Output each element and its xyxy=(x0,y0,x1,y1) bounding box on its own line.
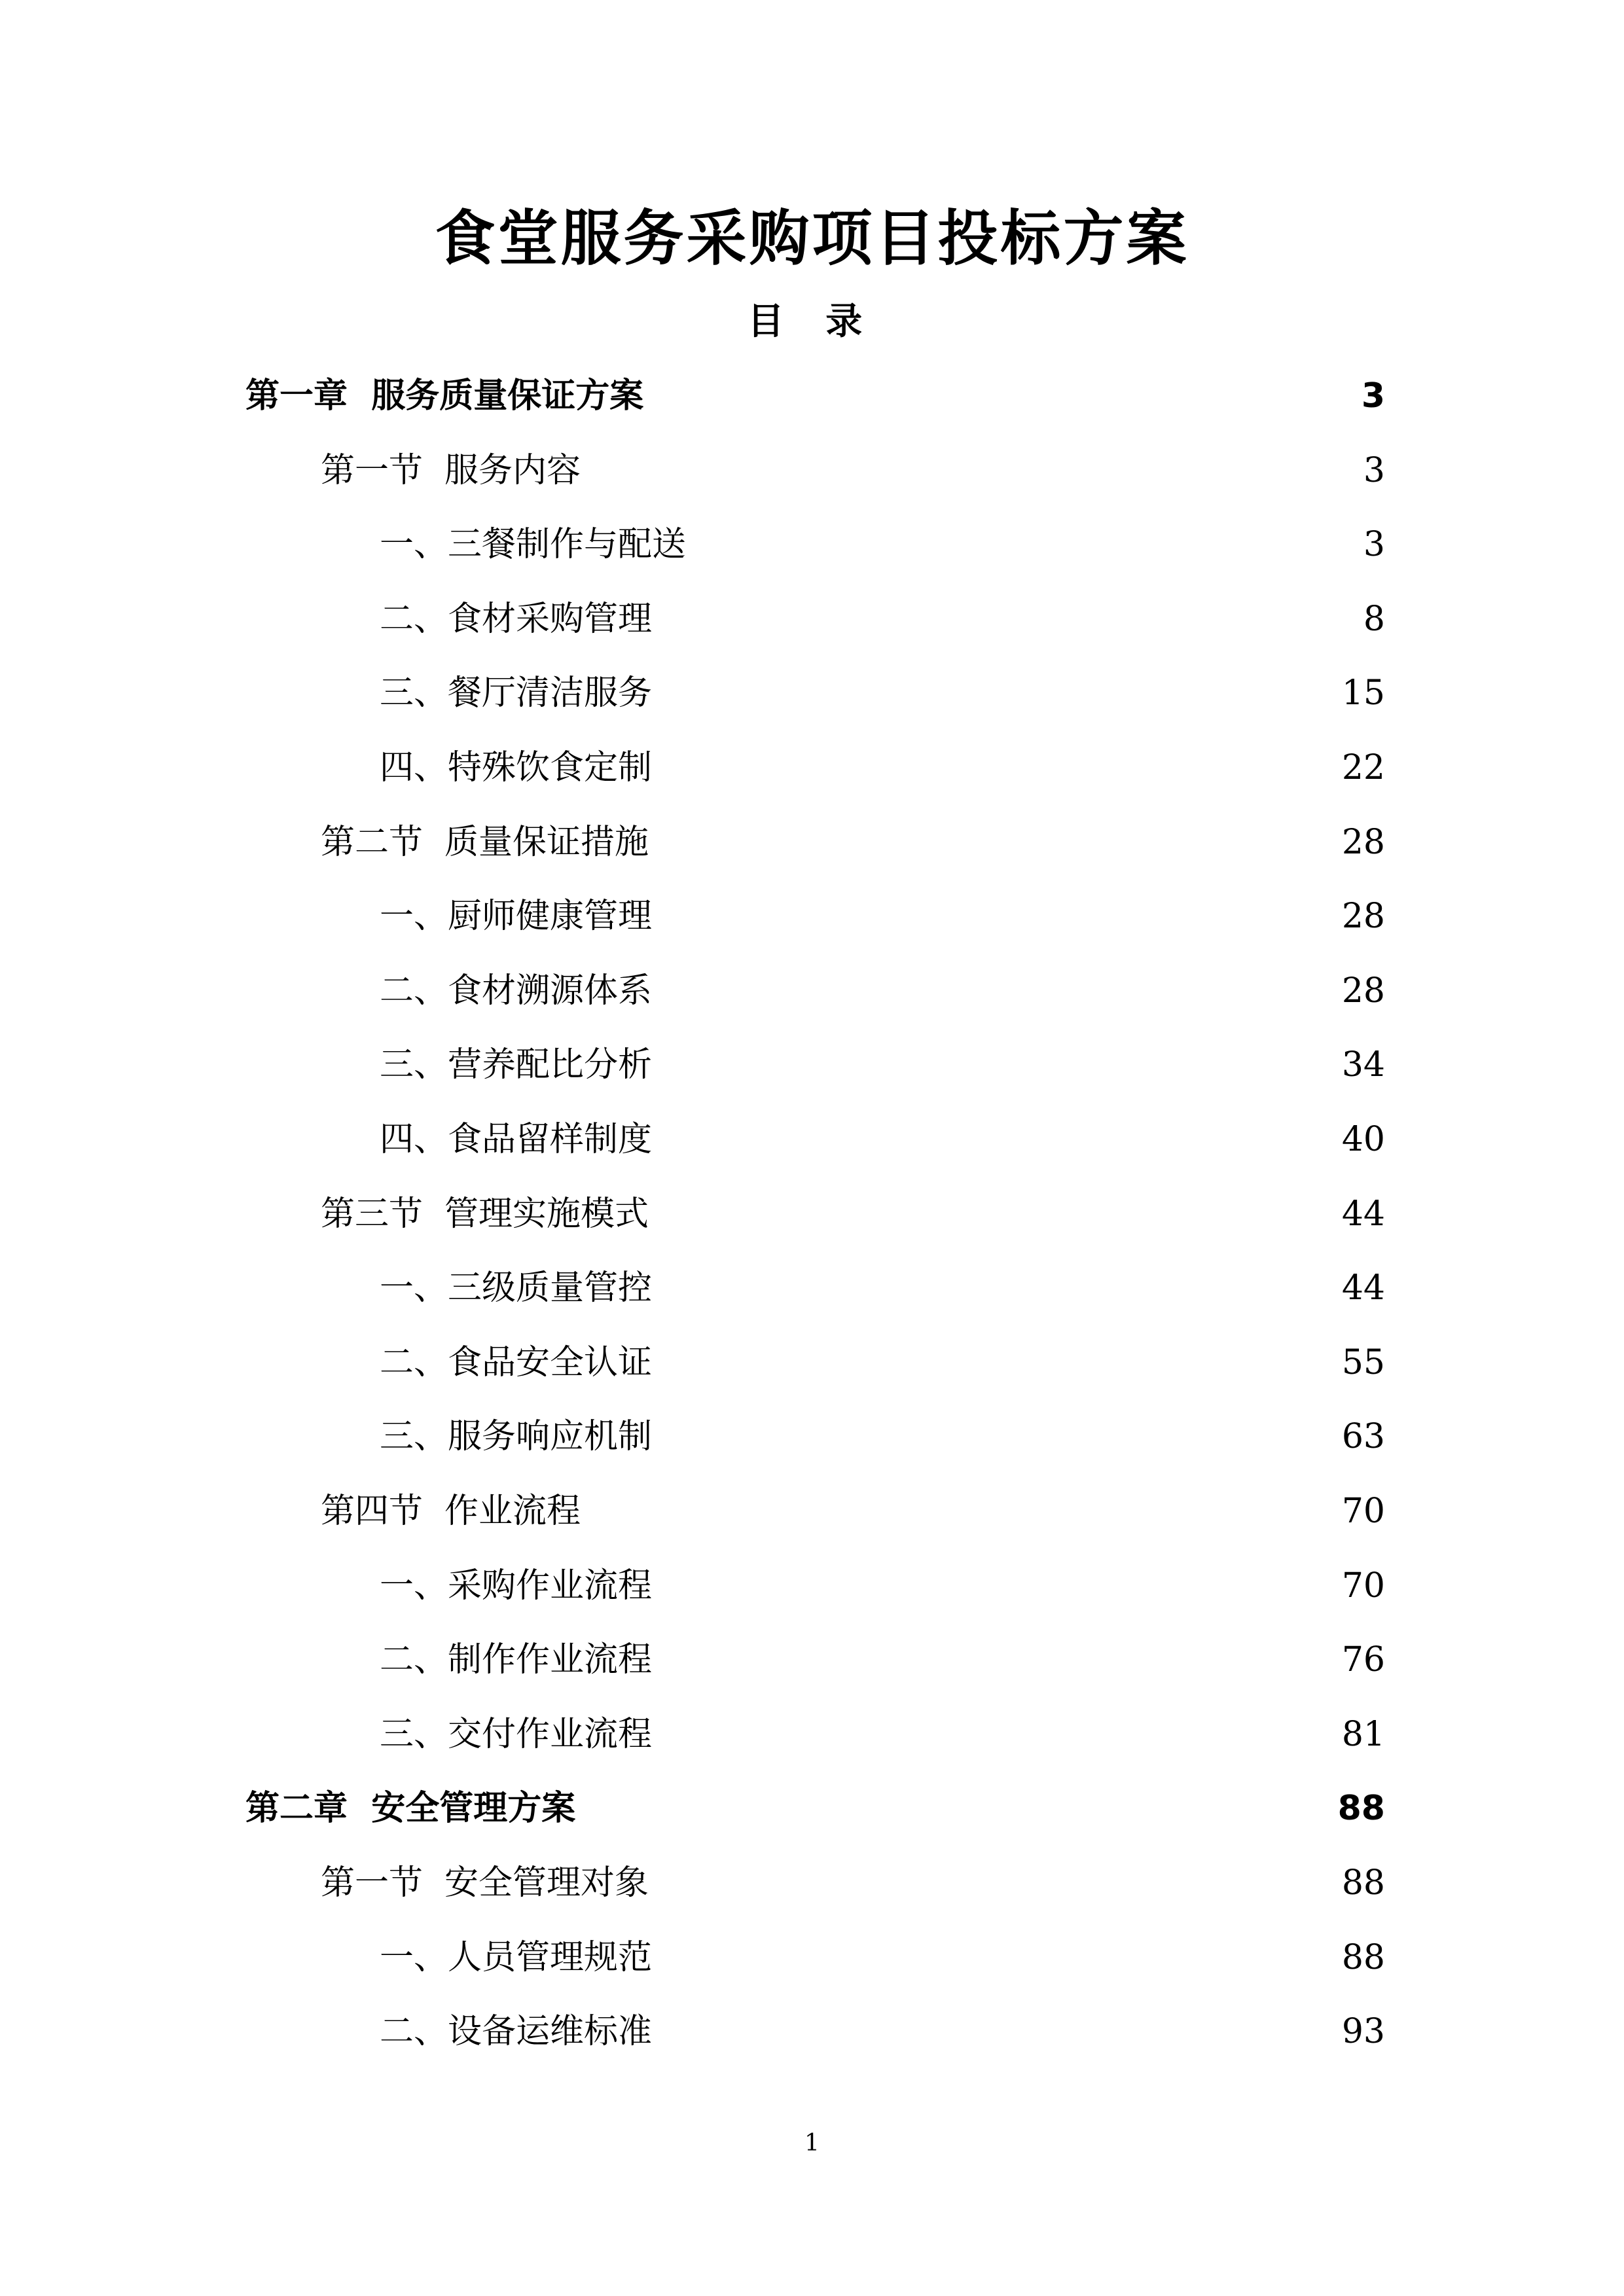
toc-dot-leader xyxy=(655,1188,1333,1240)
toc-entry-page-number: 3 xyxy=(1363,451,1385,490)
toc-entry-page-number: 28 xyxy=(1341,971,1385,1011)
toc-heading: 目 录 xyxy=(747,300,877,343)
toc-entry-item[interactable] xyxy=(380,1410,1385,1463)
toc-entry-label: 三、餐厅清洁服务 xyxy=(380,673,653,713)
toc-entry-label: 第四节 作业流程 xyxy=(321,1492,581,1531)
toc-entry-label: 第一章 服务质量保证方案 xyxy=(245,376,644,416)
toc-entry-page-number: 63 xyxy=(1341,1417,1385,1456)
toc-dot-leader xyxy=(655,1857,1333,1909)
toc-entry-page-number: 93 xyxy=(1341,2012,1385,2051)
toc-entry-item[interactable] xyxy=(380,1560,1385,1612)
toc-entry-label: 第一节 服务内容 xyxy=(321,451,581,490)
toc-entry-page-number: 70 xyxy=(1341,1492,1385,1531)
page-number: 1 xyxy=(804,2130,820,2157)
toc-entry-page-number: 34 xyxy=(1341,1045,1385,1085)
toc-entry-section[interactable] xyxy=(321,816,1385,869)
toc-entry-label: 一、厨师健康管理 xyxy=(380,897,653,936)
toc-entry-chapter[interactable] xyxy=(245,1782,1385,1835)
toc-dot-leader xyxy=(659,1039,1333,1091)
toc-entry-label: 四、特殊饮食定制 xyxy=(380,748,653,787)
toc-entry-label: 三、营养配比分析 xyxy=(380,1045,653,1085)
toc-entry-section[interactable] xyxy=(321,1857,1385,1909)
toc-dot-leader xyxy=(659,1262,1333,1314)
toc-entry-page-number: 88 xyxy=(1341,1863,1385,1903)
toc-dot-leader xyxy=(659,890,1333,942)
toc-entry-section[interactable] xyxy=(321,1485,1385,1537)
toc-entry-label: 二、设备运维标准 xyxy=(380,2012,653,2051)
toc-entry-item[interactable] xyxy=(380,1708,1385,1761)
toc-entry-item[interactable] xyxy=(380,1931,1385,1984)
document-title: 食堂服务采购项目投标方案 xyxy=(435,204,1189,274)
toc-entry-chapter[interactable] xyxy=(245,370,1385,422)
toc-entry-item[interactable] xyxy=(380,1039,1385,1091)
toc-entry-item[interactable] xyxy=(380,1634,1385,1686)
toc-dot-leader xyxy=(587,444,1354,497)
toc-dot-leader xyxy=(655,816,1333,869)
toc-entry-label: 第二章 安全管理方案 xyxy=(245,1789,576,1828)
toc-dot-leader xyxy=(659,742,1333,794)
toc-dot-leader xyxy=(659,1708,1333,1761)
toc-entry-page-number: 3 xyxy=(1361,376,1385,416)
toc-entry-page-number: 81 xyxy=(1341,1715,1385,1754)
toc-entry-label: 第一节 安全管理对象 xyxy=(321,1863,649,1903)
toc-entry-label: 一、三餐制作与配送 xyxy=(380,525,687,564)
toc-entry-page-number: 44 xyxy=(1341,1194,1385,1234)
toc-dot-leader xyxy=(587,1485,1333,1537)
toc-entry-label: 二、制作作业流程 xyxy=(380,1640,653,1679)
toc-dot-leader xyxy=(650,370,1352,422)
toc-dot-leader xyxy=(659,1336,1333,1389)
toc-entry-page-number: 15 xyxy=(1341,673,1385,713)
toc-entry-item[interactable] xyxy=(380,1336,1385,1389)
toc-entry-label: 一、三级质量管控 xyxy=(380,1268,653,1308)
toc-dot-leader xyxy=(659,1410,1333,1463)
toc-dot-leader xyxy=(659,593,1354,645)
toc-entry-label: 三、交付作业流程 xyxy=(380,1715,653,1754)
toc-dot-leader xyxy=(659,1113,1333,1166)
toc-entry-item[interactable] xyxy=(380,890,1385,942)
toc-dot-leader xyxy=(659,965,1333,1017)
toc-entry-item[interactable] xyxy=(380,667,1385,719)
toc-entry-label: 第二节 质量保证措施 xyxy=(321,823,649,862)
toc-entry-page-number: 70 xyxy=(1341,1566,1385,1605)
toc-entry-page-number: 40 xyxy=(1341,1120,1385,1159)
toc-dot-leader xyxy=(659,667,1333,719)
toc-entry-item[interactable] xyxy=(380,518,1385,571)
toc-dot-leader xyxy=(582,1782,1328,1835)
toc-entry-label: 二、食品安全认证 xyxy=(380,1343,653,1382)
toc-entry-page-number: 28 xyxy=(1341,897,1385,936)
toc-entry-label: 第三节 管理实施模式 xyxy=(321,1194,649,1234)
toc-entry-page-number: 3 xyxy=(1363,525,1385,564)
toc-entry-page-number: 22 xyxy=(1341,748,1385,787)
toc-entry-label: 二、食材采购管理 xyxy=(380,600,653,639)
toc-entry-label: 二、食材溯源体系 xyxy=(380,971,653,1011)
toc-entry-item[interactable] xyxy=(380,1113,1385,1166)
toc-entry-label: 一、采购作业流程 xyxy=(380,1566,653,1605)
toc-entry-item[interactable] xyxy=(380,2005,1385,2058)
toc-entry-label: 一、人员管理规范 xyxy=(380,1938,653,1977)
toc-entry-page-number: 88 xyxy=(1337,1789,1385,1828)
toc-entry-item[interactable] xyxy=(380,742,1385,794)
toc-entry-section[interactable] xyxy=(321,444,1385,497)
toc-dot-leader xyxy=(659,1634,1333,1686)
toc-entry-section[interactable] xyxy=(321,1188,1385,1240)
toc-entry-page-number: 55 xyxy=(1341,1343,1385,1382)
toc-entry-item[interactable] xyxy=(380,965,1385,1017)
toc-entry-page-number: 8 xyxy=(1363,600,1385,639)
toc-dot-leader xyxy=(659,1931,1333,1984)
toc-entry-item[interactable] xyxy=(380,1262,1385,1314)
toc-entry-page-number: 44 xyxy=(1341,1268,1385,1308)
toc-dot-leader xyxy=(659,1560,1333,1612)
toc-entry-page-number: 28 xyxy=(1341,823,1385,862)
toc-dot-leader xyxy=(693,518,1354,571)
toc-entry-label: 四、食品留样制度 xyxy=(380,1120,653,1159)
toc-entry-label: 三、服务响应机制 xyxy=(380,1417,653,1456)
toc-entry-page-number: 88 xyxy=(1341,1938,1385,1977)
toc-entry-item[interactable] xyxy=(380,593,1385,645)
toc-dot-leader xyxy=(659,2005,1333,2058)
toc-entry-page-number: 76 xyxy=(1341,1640,1385,1679)
